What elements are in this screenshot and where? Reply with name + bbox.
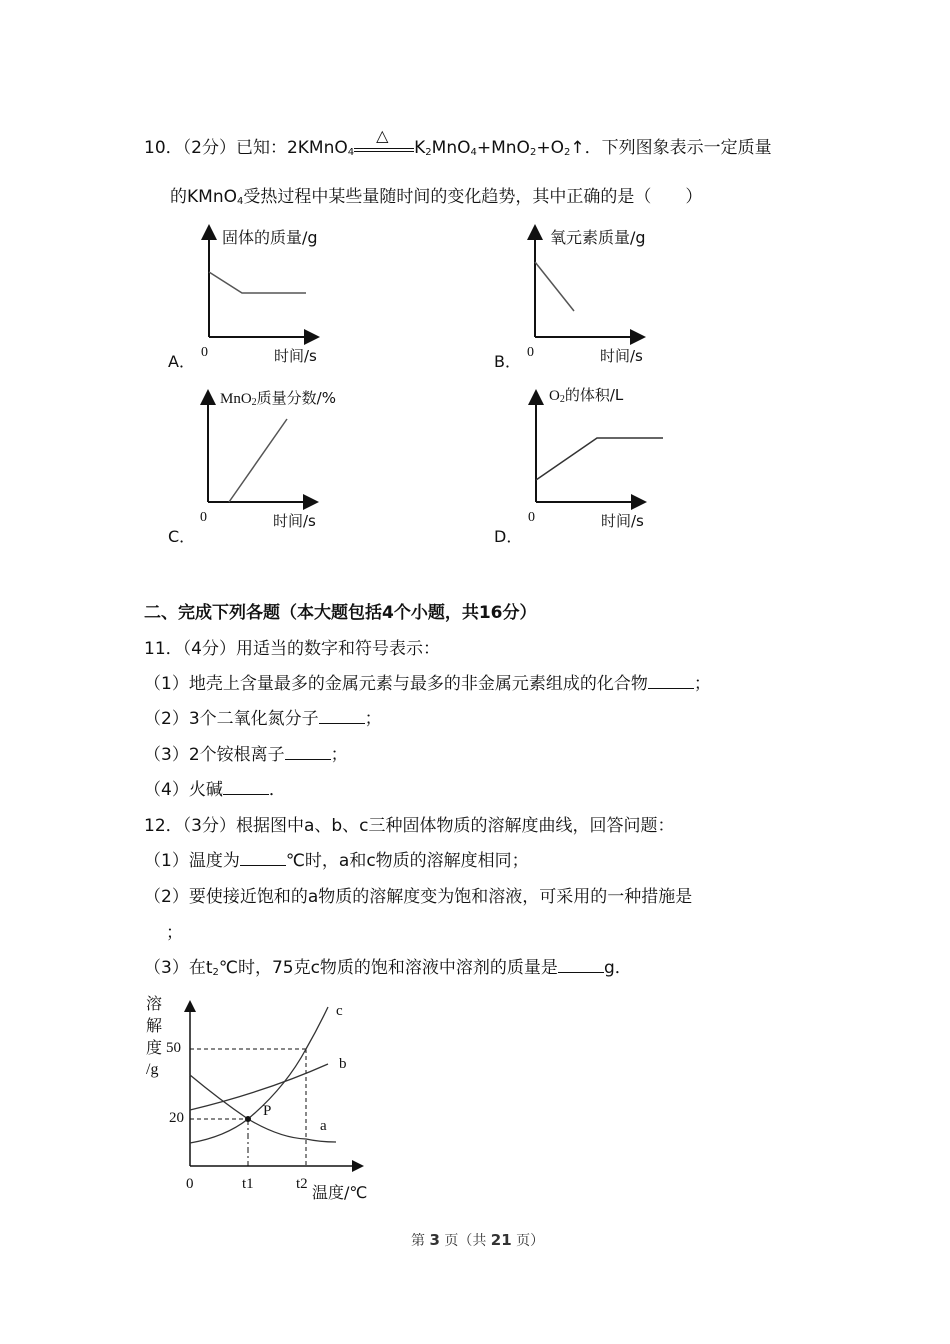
question-number: 11． bbox=[144, 639, 183, 659]
question-text: （4分）用适当的数字和符号表示： bbox=[182, 639, 440, 659]
subscript: 2 bbox=[212, 967, 219, 978]
chart-a-xlabel: 时间/s bbox=[274, 347, 317, 365]
product: +MnO bbox=[476, 138, 530, 158]
question-text: 的KMnO bbox=[170, 187, 237, 207]
heading-number: 16 bbox=[478, 603, 503, 623]
chart-c-origin: 0 bbox=[200, 510, 207, 525]
heading-number: 4 bbox=[382, 603, 394, 623]
product: +O bbox=[536, 138, 564, 158]
footer-text: 第 bbox=[411, 1233, 425, 1249]
curve-b bbox=[190, 1064, 328, 1110]
tick-t1: t1 bbox=[242, 1176, 254, 1192]
ylabel-formula: O bbox=[549, 388, 560, 404]
item-text: ℃时，75克c物质的饱和溶液中溶剂的质量是 bbox=[218, 958, 558, 978]
question-score: （2分）已知： bbox=[182, 138, 287, 158]
heat-triangle-icon: △ bbox=[376, 126, 389, 145]
label-b: b bbox=[339, 1056, 347, 1072]
item-text: （4）火碱 bbox=[144, 780, 223, 800]
item-text: （1）温度为 bbox=[144, 851, 240, 871]
option-c-label[interactable]: C． bbox=[168, 527, 196, 546]
ylabel-char: 溶 bbox=[146, 994, 163, 1013]
item-punct: g． bbox=[603, 958, 632, 978]
chart-b-xlabel: 时间/s bbox=[600, 347, 643, 365]
item-text: （2）3个二氧化氮分子 bbox=[144, 709, 319, 729]
item-text: （3）2个铵根离子 bbox=[144, 745, 285, 765]
label-p: P bbox=[263, 1103, 272, 1119]
ylabel-char: 度 bbox=[146, 1038, 163, 1057]
option-a-label[interactable]: A． bbox=[168, 352, 195, 371]
point-p bbox=[245, 1116, 251, 1122]
item-punct: ． bbox=[268, 780, 286, 800]
subscript: 4 bbox=[347, 147, 355, 158]
chart-d-origin: 0 bbox=[528, 510, 535, 525]
chart-d-xlabel: 时间/s bbox=[601, 512, 644, 530]
footer-text: 页（共 bbox=[444, 1233, 487, 1249]
option-b-label[interactable]: B． bbox=[494, 352, 521, 371]
chart-b-ylabel: 氧元素质量/g bbox=[550, 228, 646, 247]
subscript: 2 bbox=[563, 147, 571, 158]
subscript: 2 bbox=[425, 147, 432, 158]
item-text: （1）地壳上含量最多的金属元素与最多的非金属元素组成的化合物 bbox=[144, 674, 648, 694]
ylabel-text: 质量分数/% bbox=[256, 389, 336, 407]
ylabel-char: /g bbox=[146, 1061, 159, 1078]
footer-text: 页） bbox=[516, 1233, 545, 1249]
heading-text: 个小题，共 bbox=[393, 603, 479, 623]
item-text: （3）在t bbox=[144, 958, 213, 978]
question-text: 受热过程中某些量随时间的变化趋势，其中正确的是（ ） bbox=[243, 187, 703, 207]
subscript: 4 bbox=[470, 147, 477, 158]
subscript: 2 bbox=[251, 397, 257, 408]
product: MnO bbox=[431, 138, 471, 158]
curve-c bbox=[190, 1007, 328, 1143]
label-a: a bbox=[320, 1118, 327, 1134]
item-punct: ； bbox=[330, 745, 348, 765]
subscript: 2 bbox=[529, 147, 537, 158]
ylabel-text: 的体积/L bbox=[564, 386, 624, 404]
origin-label: 0 bbox=[186, 1176, 194, 1192]
ylabel-char: 解 bbox=[146, 1016, 163, 1035]
heading-text: 分） bbox=[502, 603, 537, 623]
item-punct: ； bbox=[693, 674, 711, 694]
question-text: ↑．下列图象表示一定质量 bbox=[570, 138, 772, 158]
reactant: 2KMnO bbox=[286, 138, 348, 158]
chart-a-ylabel: 固体的质量/g bbox=[222, 228, 318, 247]
total-pages: 21 bbox=[490, 1231, 512, 1249]
question-text: （3分）根据图中a、b、c三种固体物质的溶解度曲线，回答问题： bbox=[182, 816, 675, 836]
question-number: 10． bbox=[144, 138, 183, 158]
solubility-xlabel: 温度/℃ bbox=[312, 1183, 368, 1202]
heading-text: 二、完成下列各题（本大题包括 bbox=[144, 603, 382, 623]
product: K bbox=[414, 138, 426, 158]
page-number: 3 bbox=[429, 1231, 440, 1249]
tick-t2: t2 bbox=[296, 1176, 308, 1192]
chart-b-origin: 0 bbox=[527, 345, 534, 360]
subscript: 4 bbox=[236, 196, 244, 207]
item-text: （2）要使接近饱和的a物质的溶解度变为饱和溶液，可采用的一种措施是 bbox=[144, 887, 693, 907]
tick-20: 20 bbox=[169, 1110, 184, 1126]
q12-item-2-end[interactable]: ； bbox=[166, 923, 183, 943]
solubility-ylabel bbox=[146, 993, 166, 1081]
item-punct: ； bbox=[364, 709, 382, 729]
item-text: ℃时，a和c物质的溶解度相同； bbox=[285, 851, 529, 871]
option-d-label[interactable]: D． bbox=[494, 527, 523, 546]
label-c: c bbox=[336, 1003, 343, 1019]
tick-50: 50 bbox=[166, 1040, 181, 1056]
page-footer bbox=[411, 1230, 544, 1250]
subscript: 2 bbox=[559, 394, 565, 405]
question-number: 12． bbox=[144, 816, 183, 836]
chart-c-xlabel: 时间/s bbox=[273, 512, 316, 530]
chart-a-origin: 0 bbox=[201, 345, 208, 360]
ylabel-formula: MnO bbox=[220, 391, 252, 407]
